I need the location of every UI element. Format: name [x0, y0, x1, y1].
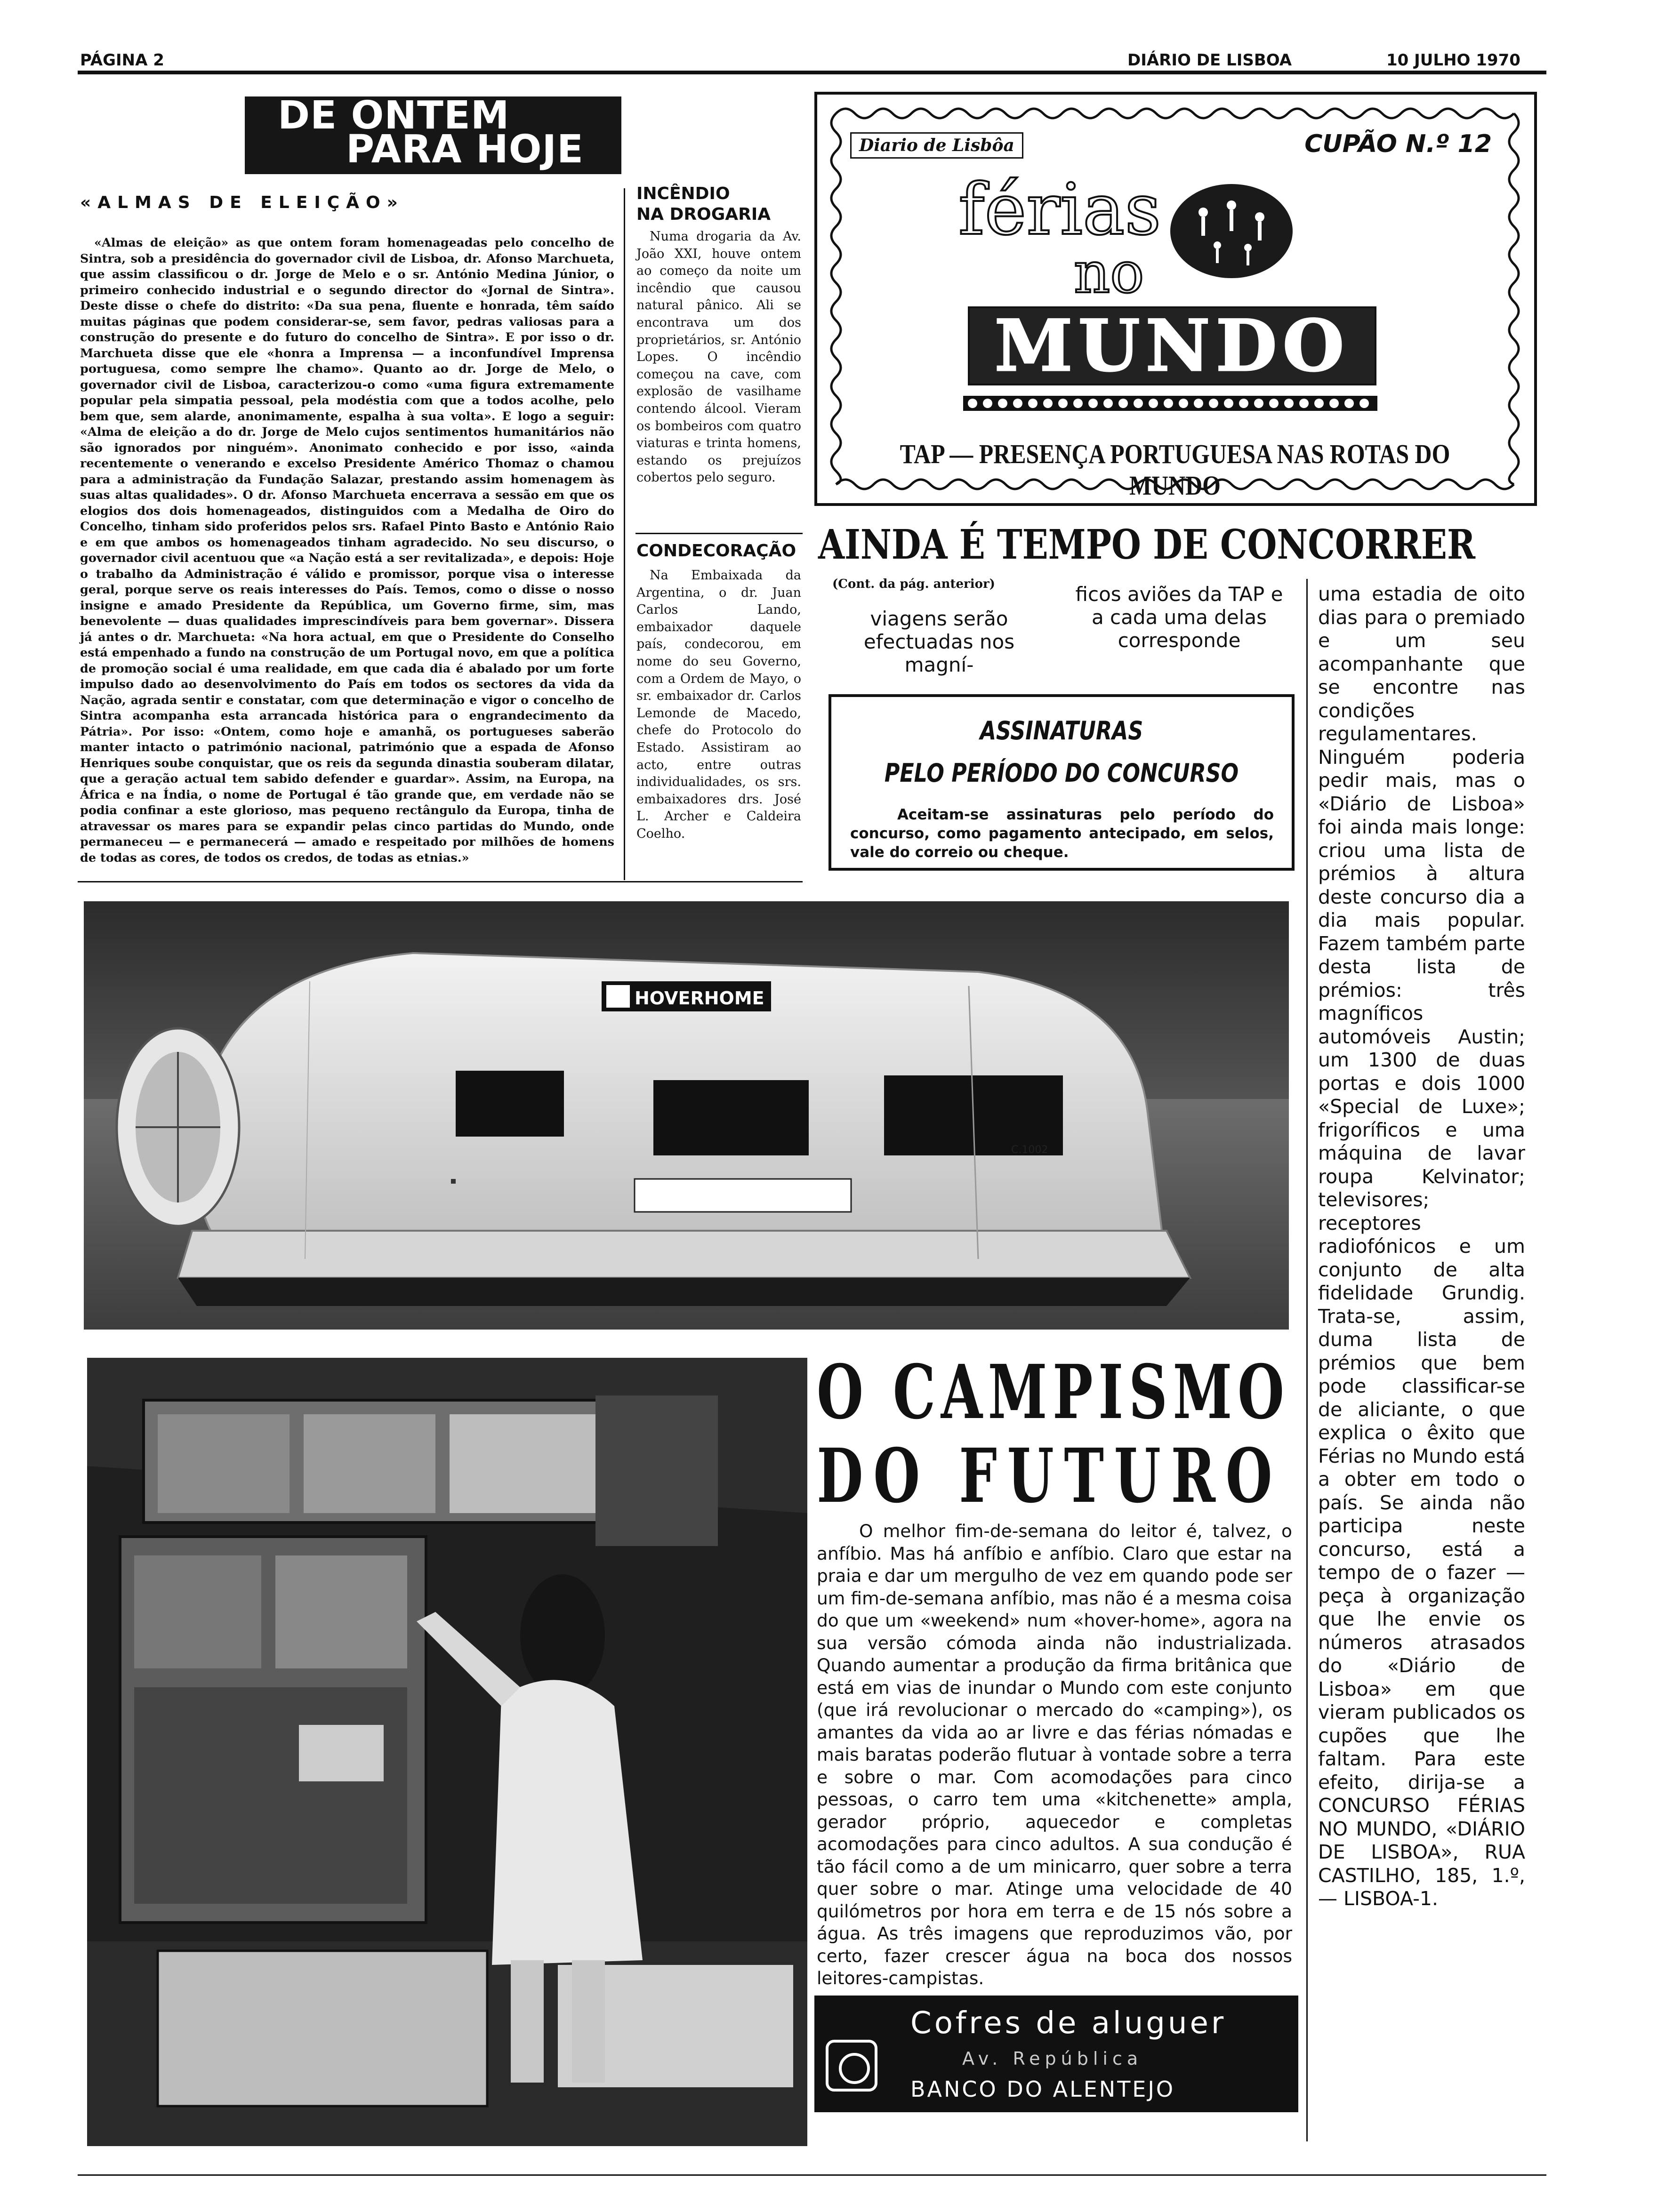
incendio-title-line2: NA DROGARIA [636, 205, 771, 224]
cupao-tagline: TAP — PRESENÇA PORTUGUESA NAS ROTAS DO MUNDO [900, 439, 1450, 501]
kitchenette-illustration [87, 1358, 807, 2146]
incendio-title [636, 184, 771, 225]
incendio-title-line1: INCÊNDIO [636, 184, 730, 203]
ontem-banner-line1: DE ONTEM [278, 93, 510, 138]
concurso-right-col: uma estadia de oito dias para o premiado e um seu acompanhante que se encontre nas condições regulamentares. Ninguém poderia pedir mais, mas o «Diário de Lisboa» foi ainda mais longe: criou uma lista de prémios à altura deste concurso dia a dia mais popular. Fazem também parte desta lista de prémios: três magníficos automóveis Austin; um 1300 de duas portas e dois 1000 «Special de Luxe»; frigoríficos e uma máquina de lavar roupa Kelvinator; televisores; receptores radiofónicos e um conjunto de alta fidelidade Grundig. Trata-se, assim, duma lista de prémios que bem pode classificar-se de aliciante, o que explica o êxito que Férias no Mundo está a obter em todo o país. Se ainda não participa neste concurso, está a tempo de o fazer — peça à organização que lhe envie os números atrasados do «Diário de Lisboa» em que vieram publicados os cupões que lhe faltam. Para este efeito, dirija-se a CONCURSO FÉRIAS NO MUNDO, «DIÁRIO DE LISBOA», RUA CASTILHO, 185, 1.º, — LISBOA-1. [1318, 583, 1525, 1910]
ferias-word: férias [958, 169, 1161, 251]
page-number: PÁGINA 2 [80, 51, 164, 70]
campismo-headline-line2: DO FUTURO [817, 1433, 1283, 1520]
concurso-cont: (Cont. da pág. anterior) [832, 577, 995, 591]
assinaturas-title2: PELO PERÍODO DO CONCURSO [884, 758, 1239, 788]
concurso-col1: viagens serão efectuadas nos magní- [863, 607, 1015, 676]
assinaturas-box [828, 694, 1295, 871]
dot-strip [963, 396, 1377, 411]
condecoracao-title: CONDECORAÇÃO [636, 541, 796, 561]
bank-logo-icon [826, 2040, 877, 2092]
no-word: no [1074, 240, 1144, 306]
ontem-banner [245, 93, 621, 174]
dancers-icon [1170, 184, 1293, 278]
hoverhome-badge: HOVERHOME [635, 988, 764, 1009]
campismo-headline-line1: O CAMPISMO [817, 1349, 1290, 1436]
bank-line2: Av. República [962, 2048, 1143, 2069]
column-rule-1 [624, 188, 625, 880]
condecoracao-body: Na Embaixada da Argentina, o dr. Juan Carlos Lando, embaixador daquele país, condecorou, em nome do seu Governo, com a Ordem de Mayo, o sr. embaixador dr. Carlos Lemonde de Macedo, chefe do Protocolo do Estado. Assistiram ao acto, entre outras individualidades, os srs. embaixadores drs. José L. Archer e Caldeira Coelho. [636, 568, 801, 841]
hoverhome-exterior-photo [84, 901, 1289, 1330]
bank-line1: Cofres de aluguer [910, 2006, 1227, 2041]
ontem-banner-line2: PARA HOJE [346, 127, 584, 172]
incendio-rule [635, 533, 803, 534]
concurso-headline: AINDA É TEMPO DE CONCORRER [818, 521, 1476, 569]
assinaturas-body: Aceitam-se assinaturas pelo período do concurso, como pagamento antecipado, em selos, vale do correio ou cheque. [850, 806, 1274, 861]
assinaturas-title1: ASSINATURAS [980, 716, 1143, 745]
upper-section-rule [78, 881, 803, 882]
bank-line3: BANCO DO ALENTEJO [910, 2076, 1175, 2102]
campismo-body: O melhor fim-de-semana do leitor é, talvez, o anfíbio. Mas há anfíbio e anfíbio. Claro que estar na praia e dar um mergulho de vez em quando pode ser um fim-de-semana anfíbio, mas não é a mesma coisa do que um «weekend» num «hover-home», agora na sua versão cómoda ainda não industrializada. Quando aumentar a produção da firma britânica que está em vias de inundar o Mundo com este conjunto (que irá revolucionar o mercado do «camping»), os amantes da vida ao ar livre e das férias nómadas e mais baratas poderão flutuar à vontade sobre a terra e sobre o mar. Com acomodações para cinco pessoas, o carro tem uma «kitchenette» ampla, gerador próprio, aquecedor e completas acomodações para cinco adultos. A sua condução é tão fácil como a de um minicarro, quer sobre a terra quer sobre o mar. Atinge uma velocidade de 40 quilómetros por hora em terra e de 15 nós sobre a água. As três imagens que reproduzimos vão, por certo, fazer crescer água na boca dos nossos leitores-campistas. [817, 1521, 1292, 1988]
footer-rule [78, 2174, 1546, 2176]
ontem-title: «ALMAS DE ELEIÇÃO» [80, 193, 404, 212]
bank-ad [814, 1996, 1298, 2112]
ferias-illustration [1170, 184, 1293, 278]
concurso-col2: ficos aviões da TAP e a cada uma delas corresponde [1075, 583, 1283, 652]
hoverhome-reg: C.1002 [1011, 1144, 1048, 1156]
header-rule [78, 71, 1546, 74]
incendio-body: Numa drogaria da Av. João XXI, houve ontem ao começo da noite um incêndio que causou natural pânico. Ali se encontrava um dos proprietários, sr. António Lopes. O incêndio começou na cave, com explosão de vasilhame contendo álcool. Vieram os bombeiros com quatro viaturas e trinta homens, estando os prejuízos cobertos pelo seguro. [636, 229, 801, 485]
cupao-box [814, 92, 1537, 506]
campismo-headline [817, 1351, 1297, 1518]
hoverhome-illustration [84, 901, 1289, 1330]
ontem-body: «Almas de eleição» as que ontem foram homenageadas pelo concelho de Sintra, sob a presidência do governador civil de Lisboa, dr. Afonso Marchueta, que assim classificou o dr. Jorge de Melo e o sr. António Medina Júnior, o primeiro conhecido industrial e o segundo director do «Jornal de Sintra». Deste disse o chefe do distrito: «Da sua pena, fluente e honrada, têm saído muitas páginas que podem considerar-se, sem favor, pedras valiosas para a construção do presente e do futuro do concelho de Sintra». E por isso o dr. Marchueta disse que ele «honra a Imprensa — a inconfundível Imprensa portuguesa, como sempre lhe chamo». Quanto ao dr. Jorge de Melo, o governador civil de Lisboa, caracterizou-o como «uma figura extremamente popular pela simpatia pessoal, pela modéstia com que a todos acolhe, pelo bem que, sem alarde, anonimamente, espalha à sua volta». E logo a seguir: «Alma de eleição a do dr. Jorge de Melo cujos sentimentos humanitários não são ignorados por ninguém». Anonimato conhecido e por isso, «ainda recentemente o venerando e excelso Presidente Américo Thomaz o chamou para a administração da Fundação Salazar, prestando assim homenagem às suas altas qualidades». O dr. Afonso Marchueta encerrava a sessão em que os elogios dos dois homenageados, distinguidos com a Medalha de Oiro do Concelho, tinham sido proferidos pelos srs. Rafael Pinto Basto e António Raio e em que ambos os homenageados tinham agradecido. No seu discurso, o governador civil acentuou que «a Nação está a ser revitalizada», e depois: Hoje o trabalho da Administração é válido e promissor, porque visa o interesse geral, porque serve os reais interesses do País. Temos, como o disse o nosso insigne e amado Presidente da República, um Governo firme, sim, mas benevolente — duas qualidades imprescindíveis para bem governar». Dissera já antes o dr. Marchueta: «Na hora actual, em que o Presidente do Conselho está empenhado a fundo na construção de um Portugal novo, em que a política de promoção social é uma realidade, em que cada dia é abalado por um forte impulso dado ao desenvolvimento do País em todos os sectores da vida da Nação, agrada sentir e constatar, com que determinação e vigor o concelho de Sintra acompanha esta arrancada histórica para o engrandecimento da Pátria». Por isso: «Ontem, como hoje e amanhã, os portugueses saberão manter intacto o património nacional, património que a espada de Afonso Henriques soube conquistar, que os reis da segunda dinastia souberam dilatar, que a geração actual tem sabido defender e guardar». Assim, na Europa, na África e na Índia, o nome de Portugal é tão grande que, em verdade não se podia confinar a este glorioso, mas pequeno rectângulo da Europa, tinha de atravessar os mares para se expandir pelas cinco partidas do Mundo, onde permaneceu — e permanecerá — amado e respeitado por milhões de homens de todas as cores, de todos os credos, de todas as etnias.» [80, 236, 614, 865]
cupao-masthead: Diario de Lisbôa [850, 132, 1023, 159]
issue-date: 10 JULHO 1970 [1386, 51, 1520, 70]
hoverhome-interior-photo [87, 1358, 807, 2146]
cupao-number: CUPÃO N.º 12 [1304, 130, 1492, 158]
mundo-word: MUNDO [968, 306, 1376, 385]
paper-name: DIÁRIO DE LISBOA [1127, 51, 1292, 70]
column-rule-2 [1306, 579, 1308, 2141]
